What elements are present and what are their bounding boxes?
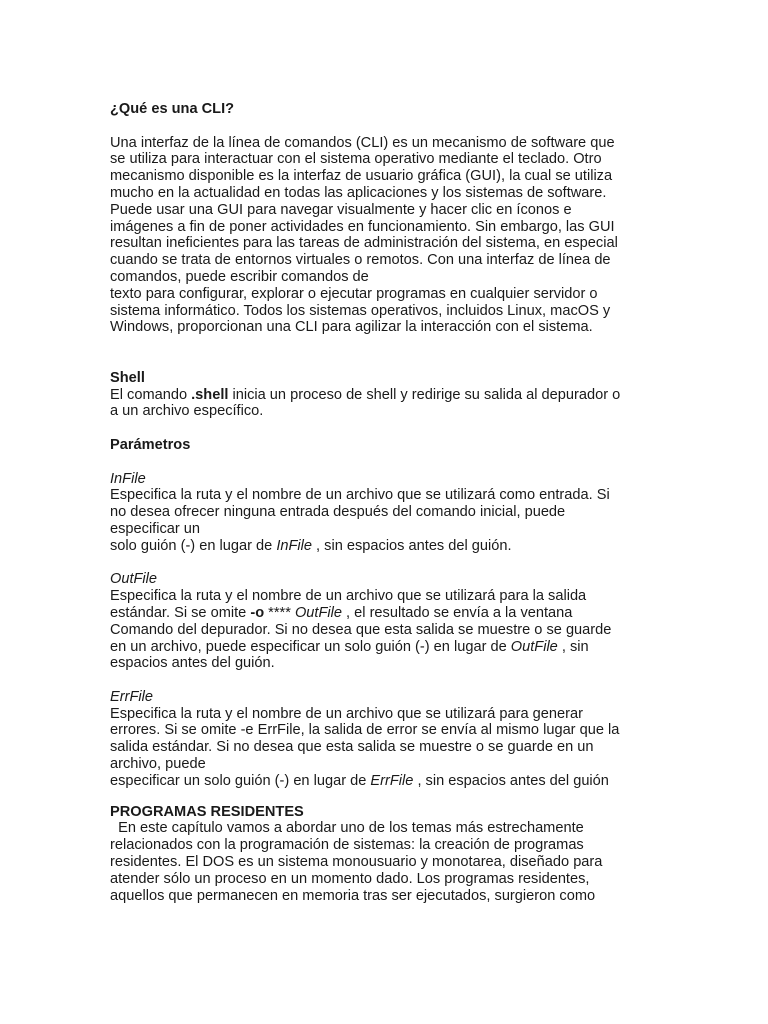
errfile-line: Especifica la ruta y el nombre de un archivo que se utilizará para generar [110,705,583,722]
infile-text: solo guión (-) en lugar de [110,537,277,554]
errfile-line: salida estándar. Si no desea que esta salida se muestre o se guarde en un [110,739,594,756]
cli-line: texto para configurar, explorar o ejecutar programas en cualquier servidor o [110,285,598,302]
errfile-term-inline: ErrFile [370,772,414,789]
residentes-heading: PROGRAMAS RESIDENTES [110,803,304,820]
shell-text: El comando [110,386,192,403]
infile-line: Especifica la ruta y el nombre de un archivo que se utilizará como entrada. Si [110,487,610,504]
document-page [110,101,670,904]
cli-heading: ¿Qué es una CLI? [110,101,235,117]
shell-text: inicia un proceso de shell y redirige su salida al depurador o [228,386,621,403]
outfile-term-inline: OutFile [294,604,342,621]
infile-line: especificar un [110,520,201,537]
outfile-text: , el resultado se envía a la ventana [342,604,573,621]
residentes-paragraph [110,820,670,904]
cli-paragraph [110,135,670,337]
outfile-line: Comando del depurador. Si no desea que esta salida se muestre o se guarde [110,621,612,638]
outfile-term-inline: OutFile [510,638,558,655]
params-heading: Parámetros [110,436,191,453]
outfile-text: , sin [557,638,589,655]
outfile-line: espacios antes del guión. [110,655,275,672]
infile-text: , sin espacios antes del guión. [312,537,512,554]
cli-line: comandos, puede escribir comandos de [110,268,369,285]
outfile-line: Especifica la ruta y el nombre de un archivo que se utilizará para la salida [110,588,587,605]
cli-line: mucho en la actualidad en todas las aplicaciones y los sistemas de software. [110,184,607,201]
errfile-text: especificar un solo guión (-) en lugar de [110,772,371,789]
shell-heading: Shell [110,369,145,386]
residentes-line: relacionados con la programación de sistemas: la creación de programas [110,837,584,854]
outfile-text: estándar. Si se omite [110,604,251,621]
errfile-line: archivo, puede [110,756,206,773]
residentes-line: residentes. El DOS es un sistema monousuario y monotarea, diseñado para [110,854,603,871]
errfile-term: ErrFile [110,688,153,705]
outfile-text: **** [264,604,295,621]
shell-line [110,387,670,404]
infile-line [110,538,670,555]
outfile-text: en un archivo, puede especificar un solo guión (-) en lugar de [110,638,511,655]
shell-line: a un archivo específico. [110,403,264,420]
cli-line: resultan ineficientes para las tareas de administración del sistema, en especial [110,235,618,252]
outfile-flag: -o [250,604,265,621]
cli-line: mecanismo disponible es la interfaz de usuario gráfica (GUI), la cual se utiliza [110,168,613,185]
cli-line: Windows, proporcionan una CLI para agilizar la interacción con el sistema. [110,319,593,336]
infile-line: no desea ofrecer ninguna entrada después del comando inicial, puede [110,504,566,521]
cli-line: cuando se trata de entornos virtuales o remotos. Con una interfaz de línea de [110,252,611,269]
residentes-line: En este capítulo vamos a abordar uno de los temas más estrechamente [110,820,584,837]
outfile-line [110,605,670,622]
residentes-line: atender sólo un proceso en un momento dado. Los programas residentes, [110,870,590,887]
errfile-line: errores. Si se omite -e ErrFile, la salida de error se envía al mismo lugar que la [110,722,620,739]
cli-line: sistema informático. Todos los sistemas operativos, incluidos Linux, macOS y [110,302,611,319]
outfile-term: OutFile [110,571,158,588]
infile-term-inline: InFile [276,537,312,554]
cli-line: se utiliza para interactuar con el sistema operativo mediante el teclado. Otro [110,151,602,168]
errfile-line [110,773,670,790]
cli-line: Una interfaz de la línea de comandos (CLI) es un mecanismo de software que [110,134,615,151]
errfile-text: , sin espacios antes del guión [413,772,609,789]
cli-line: Puede usar una GUI para navegar visualmente y hacer clic en íconos e [110,201,572,218]
shell-command: .shell [191,386,229,403]
infile-term: InFile [110,470,146,487]
cli-line: imágenes a fin de poner actividades en funcionamiento. Sin embargo, las GUI [110,218,615,235]
outfile-line [110,639,670,656]
residentes-line: aquellos que permanecen en memoria tras ser ejecutados, surgieron como [110,887,596,904]
